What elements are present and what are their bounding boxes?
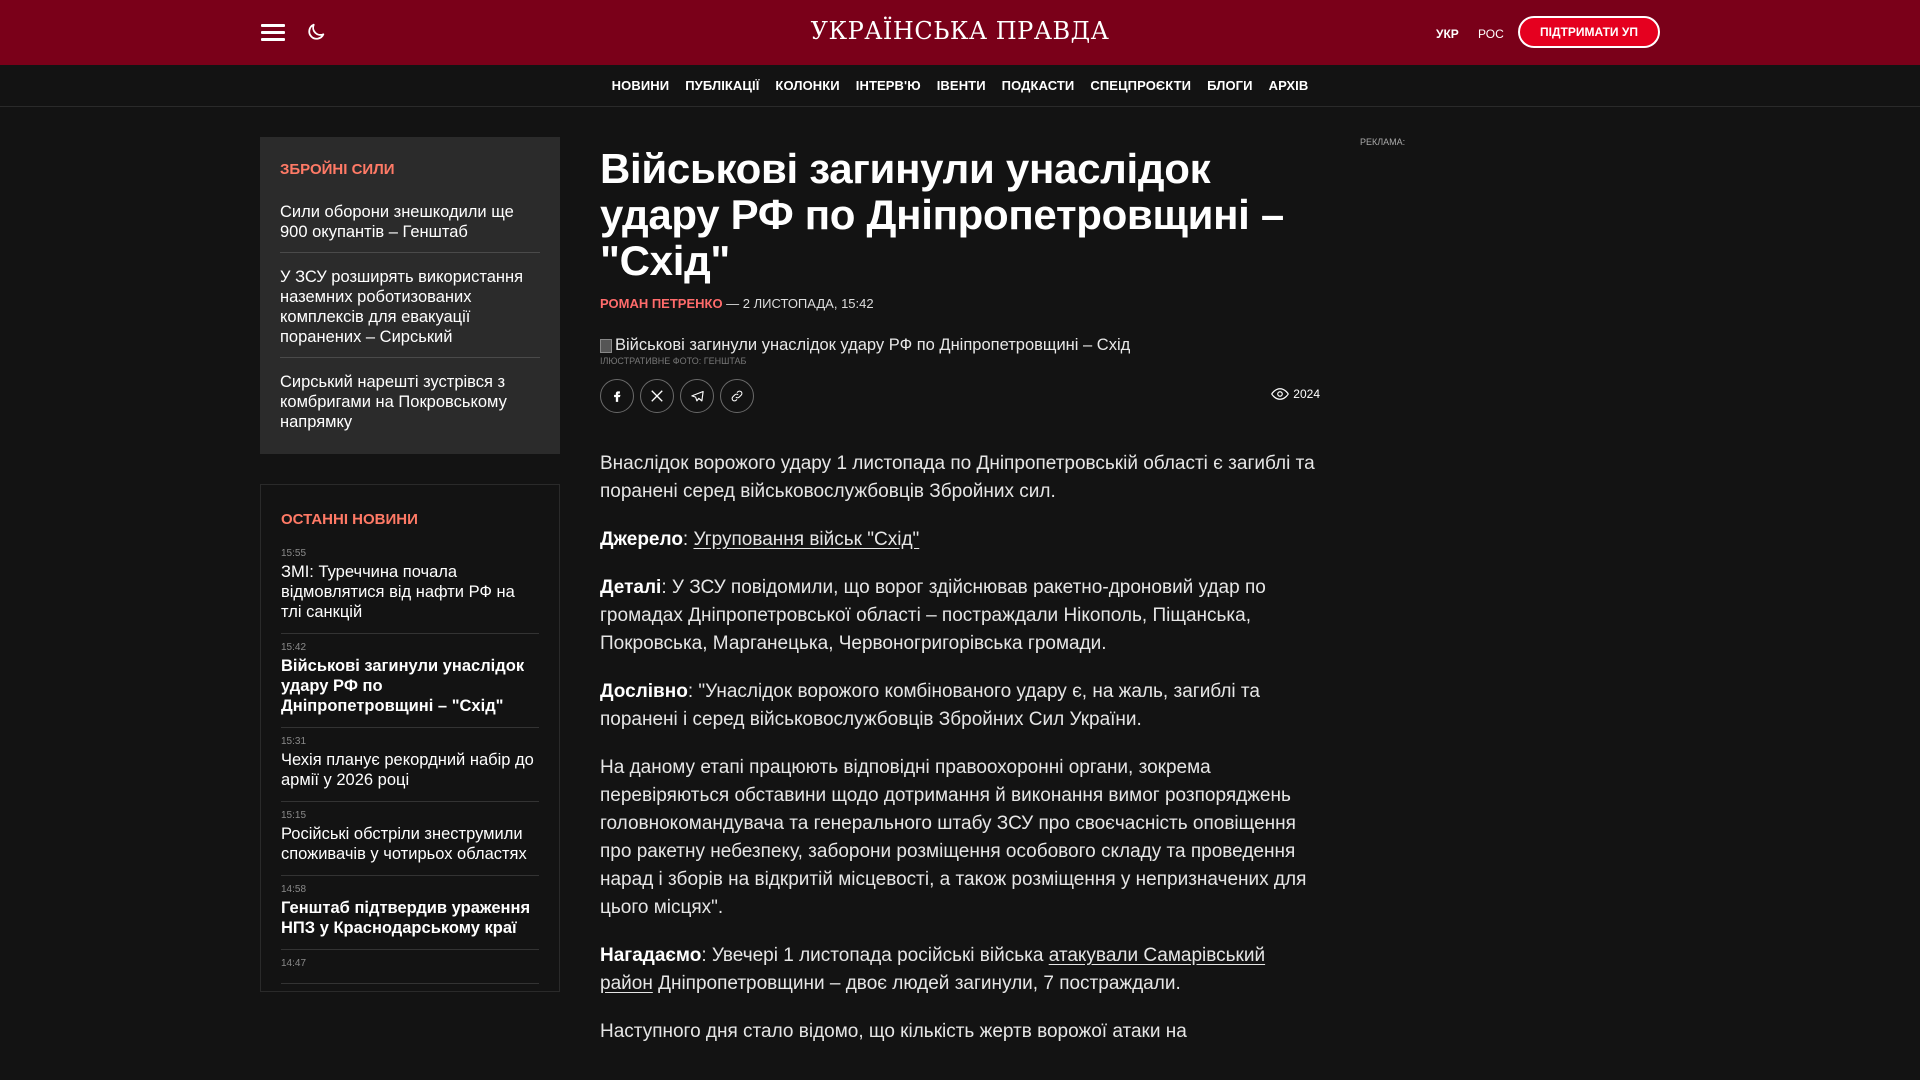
source-link[interactable]: Угруповання військ "Схід"	[693, 529, 920, 550]
latest-news-item[interactable]	[281, 876, 539, 950]
latest-news-item[interactable]	[281, 634, 539, 728]
nav-specprojects[interactable]: СПЕЦПРОЄКТИ	[1090, 78, 1192, 93]
lang-ukr-link[interactable]: УКР	[1436, 27, 1459, 41]
news-time: 15:55	[281, 548, 307, 559]
nav-interview[interactable]: ІНТЕРВ'Ю	[855, 78, 921, 93]
support-button[interactable]: ПІДТРИМАТИ УП	[1518, 16, 1660, 48]
news-time: 15:15	[281, 810, 307, 821]
source-paragraph: Джерело: Угруповання військ "Схід"	[600, 529, 920, 550]
remind-paragraph: Нагадаємо: Увечері 1 листопада російські війська атакували Самарівський район Дніпропетровщини – двоє людей загинули, 7 постраждали.	[600, 945, 1266, 994]
dark-mode-icon[interactable]	[305, 21, 327, 43]
paragraph: На даному етапі працюють відповідні правоохоронні органи, зокрема перевіряються обставини щодо дотримання й виконання вимог розпоряджень головнокомандувача та генерального штабу ЗСУ про своєчасність оповіщення про ракетну небезпеку, заборони розміщення особового складу та проведення нарад і зборів на відкритій місцевості, а також розміщення у непризначених для цього місцях".	[600, 757, 1307, 918]
main-nav	[0, 65, 1920, 107]
nav-blogs[interactable]: БЛОГИ	[1207, 78, 1253, 93]
telegram-icon[interactable]	[680, 379, 714, 413]
menu-icon[interactable]	[261, 24, 285, 42]
related-news-item[interactable]: Сили оборони знешкодили ще 900 окупантів – Генштаб	[280, 188, 540, 253]
eye-icon	[1271, 388, 1289, 400]
latest-news-title[interactable]: ОСТАННІ НОВИНИ	[281, 511, 418, 528]
image-caption: ІЛЮСТРАТИВНЕ ФОТО: ГЕНШТАБ	[600, 356, 747, 366]
news-title[interactable]: Чехія планує рекордний набір до армії у 2026 році	[281, 751, 534, 789]
byline	[600, 296, 1320, 311]
publish-date: — 2 ЛИСТОПАДА, 15:42	[722, 296, 874, 311]
article	[600, 146, 1320, 1066]
news-title[interactable]: ЗМІ: Туреччина почала відмовлятися від нафти РФ на тлі санкцій	[281, 563, 515, 621]
quote-paragraph: Дослівно: "Унаслідок ворожого комбінованого удару є, на жаль, загиблі та поранені і серед військовослужбовців Збройних Сил України.	[600, 681, 1260, 730]
paragraph: Наступного дня стало відомо, що кількість жертв ворожої атаки на	[600, 1021, 1187, 1042]
article-headline: Військові загинули унаслідок удару РФ по Дніпропетровщині – "Схід"	[600, 145, 1284, 284]
armed-forces-widget	[260, 137, 560, 454]
nav-publications[interactable]: ПУБЛІКАЦІЇ	[685, 78, 760, 93]
nav-columns[interactable]: КОЛОНКИ	[775, 78, 840, 93]
broken-image-icon	[600, 339, 612, 353]
nav-events[interactable]: ІВЕНТИ	[936, 78, 986, 93]
latest-news-widget	[260, 484, 560, 992]
news-title[interactable]: Генштаб підтвердив ураження НПЗ у Краснодарському краї	[281, 899, 531, 937]
x-twitter-icon[interactable]	[640, 379, 674, 413]
author-link[interactable]: РОМАН ПЕТРЕНКО	[600, 296, 723, 311]
article-body	[600, 450, 1320, 1046]
article-image	[600, 336, 1320, 355]
nav-podcasts[interactable]: ПОДКАСТИ	[1001, 78, 1075, 93]
lang-ru-link[interactable]: РОС	[1478, 27, 1504, 41]
remind-label: Нагадаємо	[600, 945, 702, 966]
news-title[interactable]: Російські обстріли знеструмили споживачів у чотирьох областях	[281, 825, 527, 863]
details-paragraph: Деталі: У ЗСУ повідомили, що ворог здійснював ракетно-дроновий удар по громадах Дніпропетровської області – постраждали Нікополь, Піщанська, Покровська, Марганецька, Червоногригорівська громади.	[600, 577, 1266, 654]
views-counter	[1271, 387, 1320, 401]
image-alt-text: Військові загинули унаслідок удару РФ по Дніпропетровщині – Схід	[615, 336, 1131, 354]
details-label: Деталі	[600, 577, 662, 598]
ad-label: РЕКЛАМА:	[1360, 137, 1406, 147]
share-bar	[600, 379, 1320, 413]
nav-news[interactable]: НОВИНИ	[611, 78, 670, 93]
site-header	[0, 0, 1920, 65]
paragraph: Внаслідок ворожого удару 1 листопада по Дніпропетровській області є загиблі та поранені серед військовослужбовців Збройних сил.	[600, 453, 1315, 502]
copy-link-icon[interactable]	[720, 379, 754, 413]
latest-news-item[interactable]	[281, 728, 539, 802]
site-logo[interactable]: УКРАЇНСЬКА ПРАВДА	[810, 17, 1110, 45]
related-article-link[interactable]: атакували Самарівський район	[600, 945, 1266, 994]
news-time: 14:47	[281, 958, 307, 969]
latest-news-item[interactable]	[281, 950, 539, 984]
facebook-icon[interactable]	[600, 379, 634, 413]
related-news-item[interactable]: У ЗСУ розширять використання наземних роботизованих комплексів для евакуації поранених – Сирський	[280, 253, 540, 358]
news-time: 14:58	[281, 884, 307, 895]
news-time: 15:42	[281, 642, 307, 653]
latest-news-item[interactable]	[281, 540, 539, 634]
quote-label: Дослівно	[600, 681, 688, 702]
widget-title[interactable]: ЗБРОЙНІ СИЛИ	[280, 161, 395, 178]
latest-news-item[interactable]	[281, 802, 539, 876]
nav-archive[interactable]: АРХІВ	[1268, 78, 1309, 93]
source-label: Джерело	[600, 529, 683, 550]
news-title[interactable]: Військові загинули унаслідок удару РФ по Дніпропетровщині – "Схід"	[281, 657, 525, 715]
views-count: 2024	[1293, 387, 1320, 401]
related-news-item[interactable]: Сирський нарешті зустрівся з комбригами на Покровському напрямку	[280, 373, 507, 431]
news-time: 15:31	[281, 736, 307, 747]
